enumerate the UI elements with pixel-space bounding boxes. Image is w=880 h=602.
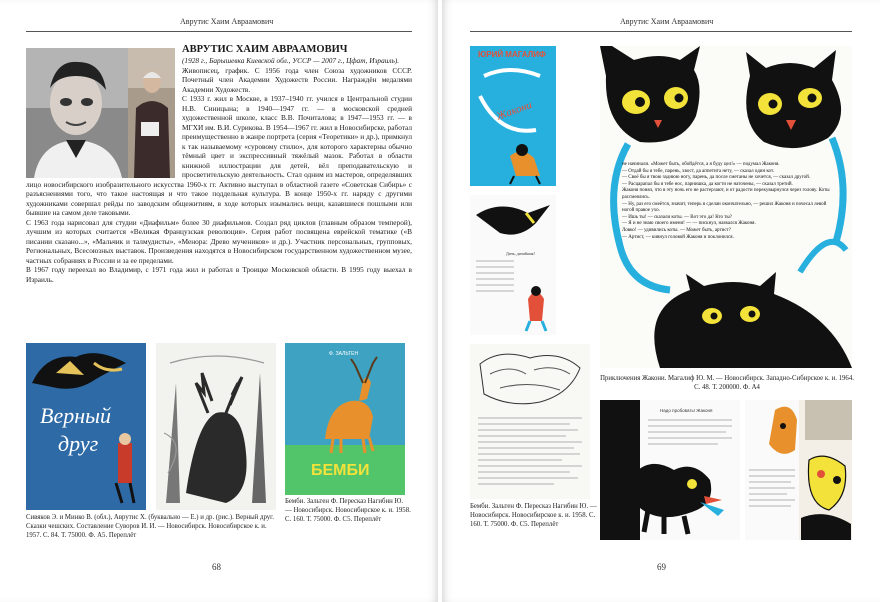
running-head-right: Аврутис Хаим Авраамович (620, 17, 714, 26)
caption-bembi-left: Бемби. Зальтен Ф. Пересказ Нагибин Ю. — Новосибирск. Новосибирское к. и. 1958. С. 160. Т. 75000. Ф. С5. Переплёт (285, 498, 411, 523)
bio-paragraph-4: В 1967 году переехал во Владимир, с 1971 года жил и работал в Троицке Московской области. В 1995 году выехал в Израиль. (26, 265, 412, 284)
illustration-crow-page (470, 195, 556, 335)
cover-top-author: ЮРИЙ МАГАЛИФ (478, 50, 546, 59)
bio-paragraph-1: Живописец, график. С 1956 года член Союза художников СССР. Почетный член Академии Художеств России. Награждён медалями Академии Художеств. (182, 65, 412, 94)
page-number-left: 68 (212, 562, 221, 572)
artist-name: АВРУТИС ХАИМ АВРААМОВИЧ (182, 44, 348, 55)
caption-verny-drug: Сивяков Э. и Минко В. (обл.), Аврутис Х. (буквально — Е.) и др. (рис.). Верный друг. Сказки чешских. Составление Суворов И. И. — Новосибирск. Новосибирское к. и. 1957. С. 84. Т. 75000. Ф. А5. Переплёт (26, 514, 274, 539)
biography-text (26, 44, 412, 284)
cover-verny-drug (26, 343, 146, 510)
cover3-author: Ф. ЗАЛЬТЕН (329, 351, 359, 357)
artist-dates: (1928 г., Барышевка Киевской обл., УССР — 2007 г., Цфат, Израиль). (182, 56, 400, 65)
page-number-right: 69 (657, 562, 666, 572)
left-page (0, 0, 438, 602)
story-text-block: не начинали. «Может быть, обойдётся, а я буду цел!» — подумал Жаконя. — Отдай бы я тебе, парень, хвост, да аппетита нету, — сказал один кот. — Своё бы я твою заднюю ногу, парень, да после сметаны не хочется, — сказал другой. — Расцарапал бы я тебе нос, парнишка, да когти не наточены, — сказал третий. Жаконя понял, что в эту ночь его не растерзают, и от радости перекувырнулся через голову. Коты рассмеялись. — Ну, раз его смеётся, значит, теперь я сделан окончательно, — решил Жаконя и почесал левой ногой правое ухо. — Ишь ты! — сказали коты. — Вот это да! Кто ты? — Я и не знаю своего имени! — — пискнул, назвался Жаконя. Ловко! — удивились коты. — Может быть, артист? — Артист, — кивнул головой Жаконя и поклонился. (622, 162, 830, 240)
bio-paragraph-3: С 1963 года нарисовал для студии «Диафильм» более 30 диафильмов. Создал ряд циклов (главным образом темперой), лучшим из которых считается «Великая Французская революция». Серия работ посвящена еврейской тематике («В писании сказано...», «Мальчик и талмудисты», «Менора: Древо мучеников» и др.). Участник персональных, групповых, Региональных, Всесоюзных выставок. Произведения находятся в Новосибирском государственном художественном музее, частных собраниях в России и за ее пределами. (26, 217, 412, 265)
bio-paragraph-2: С 1933 г. жил в Москве, в 1937–1940 гг. учился в Центральной студии Н.В. Синицына; в 1940—1947 гг. — в московской средней художественной школе, класс В.В. Почиталова; в 1947—1953 гг. — в МГХИ им. В.И. Сурикова. В 1954—1967 гг. жил в Новосибирске, работал преимущественно в жанре портрета (серия «Теоретики» и др.), примкнул к так называемому «суровому стилю», для которого характерны обычно тёмный цвет и экспрессивный тяжёлый мазок. Работал в области книжной иллюстрации для детей, вёл преподавательскую и просветительскую деятельность. Стал одним из мастеров, определявших лицо новосибирского изобразительного искусства 1960-х гг. Активно выступал в областной газете «Советская Сибирь» с разъяснениями того, что такое настоящая и что такое поддельная культура. В конце 1950-х гг. наряду с другими художниками совершал рейды по заводским общежитиям, в ходе которых изымались вещи, казавшиеся пошлыми или бывшие на самом деле таковыми. (26, 94, 412, 217)
running-head-left: Аврутис Хаим Авраамович (180, 17, 274, 26)
caption-bembi-right: Бемби. Зальтен Ф. Пересказ Нагибин Ю. — Новосибирск. Новосибирское к. и. 1958. С. 160. Т. 75000. Ф. С5. Переплёт (470, 503, 597, 528)
cover1-title-line1: Верный (40, 403, 112, 428)
right-page (442, 0, 880, 602)
cover-top-title: Жакони (494, 98, 534, 123)
cover3-title: БЕМБИ (311, 462, 370, 479)
cover-bembi (285, 343, 405, 495)
dog-page-title: Надо пробовать! Жаконя (660, 408, 713, 413)
cover1-title-line2: друг (58, 431, 99, 456)
header-rule-left (26, 31, 412, 32)
illustration-black-cats (600, 46, 852, 368)
header-rule-right (470, 31, 852, 32)
illustration-cat-spread (745, 400, 852, 540)
illustration-black-dog (600, 400, 740, 540)
cover-zhakonya (470, 46, 556, 186)
illustration-bw-deer (156, 343, 276, 510)
crow-caption: Дичь, дичайшая! (506, 251, 535, 256)
caption-zhakonya: Приключения Жакони. Магалиф Ю. М. — Новосибирск. Западно-Сибирское к. и. 1964. С. 48. Т. 200000. Ф. А4 (600, 375, 854, 391)
illustration-bembi-page (470, 344, 590, 499)
